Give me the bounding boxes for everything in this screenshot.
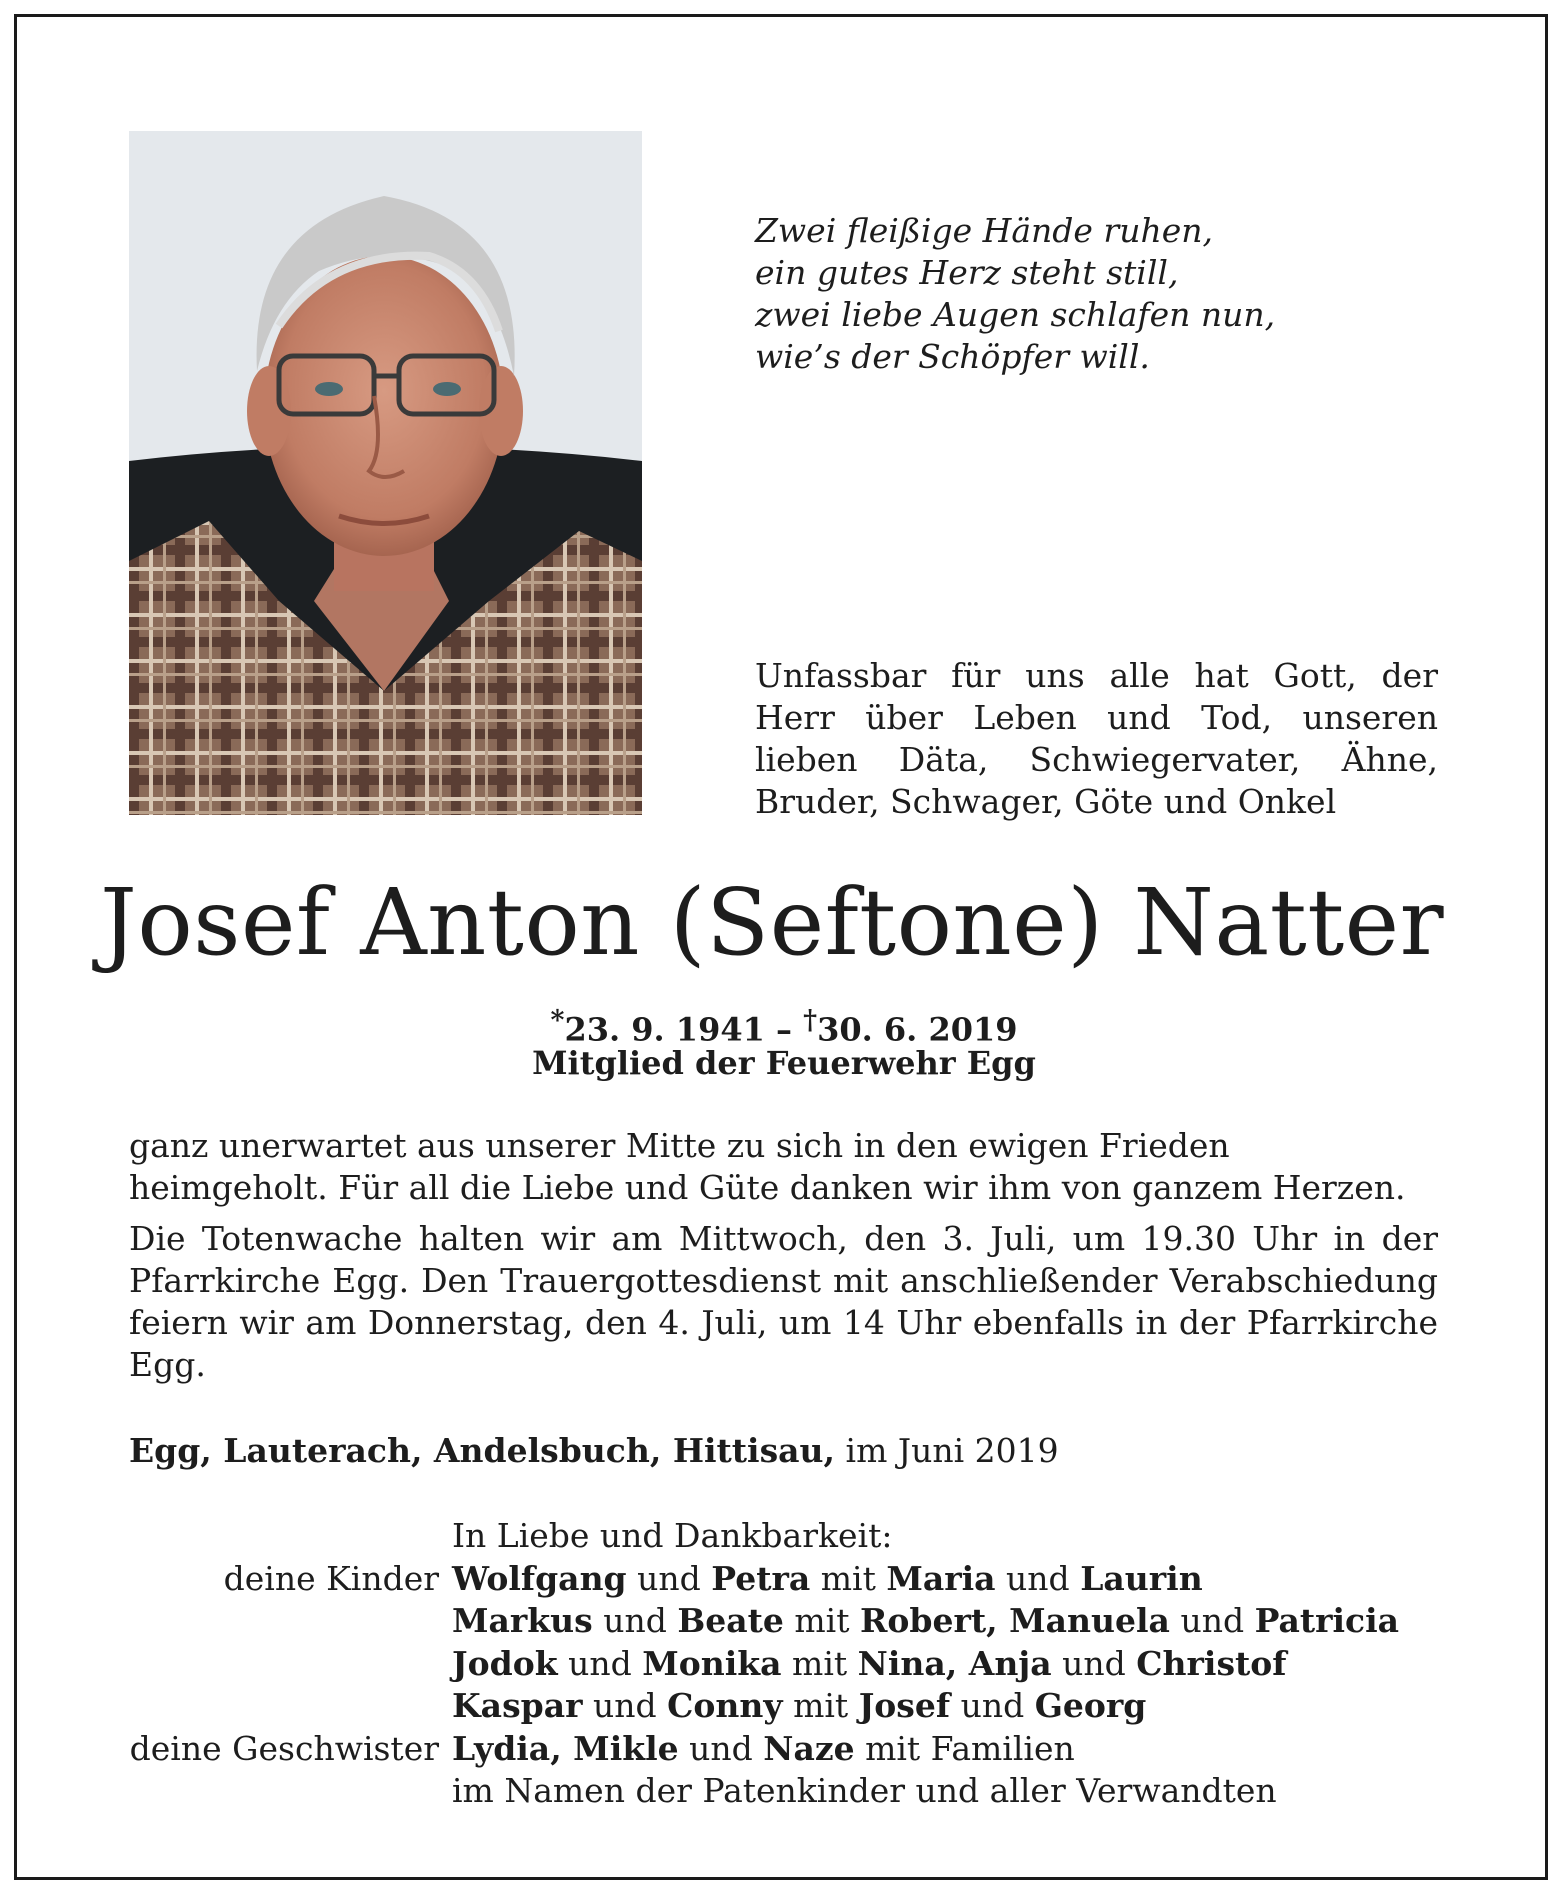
connector: mit	[794, 1601, 850, 1640]
family-name: Petra	[711, 1558, 811, 1598]
memorial-poem	[755, 210, 1395, 378]
membership: Mitglied der Feuerwehr Egg	[532, 1044, 1036, 1082]
connector: und	[568, 1643, 632, 1683]
family-name: Laurin	[1080, 1558, 1203, 1598]
deceased-name: Josef Anton (Seftone) Natter	[100, 869, 1445, 976]
connector: und	[1062, 1643, 1126, 1683]
poem-line: Zwei fleißige Hände ruhen,	[755, 211, 1213, 250]
family-name: Wolfgang	[452, 1558, 627, 1598]
connector: mit Familien	[865, 1728, 1075, 1768]
birth-date: 23. 9. 1941	[564, 1010, 765, 1049]
family-name: Patricia	[1254, 1601, 1400, 1640]
family-name: Jodok	[452, 1643, 558, 1683]
family-name: Lydia, Mikle	[452, 1728, 679, 1768]
connector: und	[1180, 1601, 1245, 1640]
family-name: Kaspar	[452, 1686, 583, 1725]
intro-text: Unfassbar für uns alle hat Gott, der Herr über Leben und Tod, unseren lieben Däta, Schwiegervater, Ähne, Bruder, Schwager, Göte und Onkel	[755, 656, 1438, 821]
family-line	[129, 1558, 1449, 1601]
signature-heading: In Liebe und Dankbarkeit:	[452, 1516, 893, 1555]
poem-line: ein gutes Herz steht still,	[755, 253, 1179, 292]
portrait-photo	[129, 131, 642, 815]
family-name: Robert, Manuela	[860, 1601, 1170, 1640]
siblings-label: deine Geschwister	[129, 1728, 439, 1768]
family-line	[129, 1685, 1449, 1728]
family-name: Christof	[1136, 1643, 1287, 1683]
connector: und	[689, 1728, 753, 1768]
issue-date: im Juni 2019	[845, 1431, 1059, 1470]
connector: und	[960, 1686, 1025, 1725]
place-date-line	[129, 1430, 1059, 1472]
family-line	[129, 1600, 1449, 1643]
towns: Egg, Lauterach, Andelsbuch, Hittisau,	[129, 1431, 836, 1470]
date-dash: –	[764, 1010, 804, 1049]
death-symbol: †	[803, 1005, 818, 1036]
body-paragraph: Die Totenwache halten wir am Mittwoch, den 3. Juli, um 19.30 Uhr in der Pfarrkirche Egg. Den Trauergottesdienst mit anschließender Verabschiedung feiern wir am Donnerstag, den 4. Juli, um 14 Uhr ebenfalls in der Pfarrkirche Egg.	[129, 1219, 1438, 1384]
connector: und	[603, 1601, 667, 1640]
family-name: Monika	[642, 1643, 782, 1683]
family-name: Georg	[1034, 1686, 1147, 1725]
family-line	[129, 1643, 1449, 1686]
connector: und	[593, 1686, 657, 1725]
connector: mit	[820, 1558, 876, 1598]
body-paragraph: ganz unerwartet aus unserer Mitte zu sich in den ewigen Frieden heimgeholt. Für all die Liebe und Güte danken wir ihm von ganzem Herzen.	[129, 1126, 1406, 1207]
family-name: Maria	[886, 1558, 996, 1598]
poem-line: wie’s der Schöpfer will.	[755, 337, 1150, 376]
announcement-body	[129, 1125, 1438, 1395]
birth-symbol: *	[550, 1005, 565, 1036]
family-name: Markus	[452, 1601, 593, 1640]
children-label: deine Kinder	[223, 1558, 439, 1598]
poem-line: zwei liebe Augen schlafen nun,	[755, 295, 1276, 334]
family-name: Naze	[763, 1728, 855, 1768]
family-name: Beate	[677, 1601, 784, 1640]
connector: mit	[792, 1643, 848, 1683]
family-name: Nina, Anja	[857, 1643, 1052, 1683]
connector: und	[1006, 1558, 1070, 1598]
connector: und	[637, 1558, 701, 1598]
family-name: Conny	[667, 1686, 783, 1725]
closing-line: im Namen der Patenkinder und aller Verwandten	[452, 1771, 1277, 1810]
death-date: 30. 6. 2019	[817, 1010, 1018, 1049]
connector: mit	[793, 1686, 849, 1725]
family-line	[129, 1728, 1449, 1771]
family-name: Josef	[858, 1686, 951, 1725]
signature-block	[129, 1515, 1449, 1813]
